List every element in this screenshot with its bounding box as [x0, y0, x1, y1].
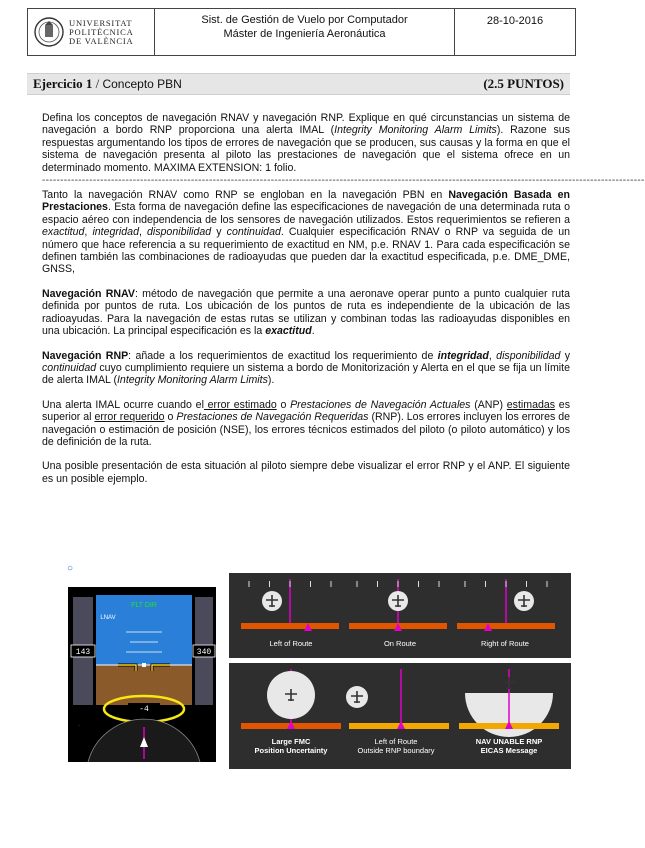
route-deviation-panel-bottom	[229, 663, 571, 769]
course-title	[155, 9, 455, 55]
caption-nav-unable-rnp: NAV UNABLE RNP EICAS Message	[475, 737, 543, 755]
answer-paragraph-rnav: Navegación RNAV: método de navegación que permite a una aeronave operar punto a punto cualquier ruta definida por puntos de ruta. Los ubicación de los puntos de ruta es independiente de la ubicación de las radioayudas. Para la navegación de estas rutas se utilizan y combinan todas las radioayudas disponibles en una ubicación. La principal especificación es la exactitud.	[42, 287, 570, 338]
answer-paragraph-rnp: Navegación RNP: añade a los requerimientos de exactitud los requerimiento de integridad, disponibilidad y continuidad cuyo cumplimiento requiere un sistema a bordo de Monitorización y Alerta en el que se fija un límite de alerta IMAL (Integrity Monitoring Alarm Limits).	[42, 349, 571, 387]
deviation-bar	[457, 623, 555, 629]
svg-text:·: ·	[78, 723, 80, 729]
pfd-lnav-label: LNAV	[100, 615, 116, 621]
answer-paragraph-display: Una posible presentación de esta situación al piloto siempre debe visualizar el error RNP y el ANP. El siguiente es un posible ejemplo.	[42, 460, 570, 485]
page-header	[27, 8, 576, 56]
nav-unable-airplane-icon	[503, 677, 515, 689]
exercise-title: Ejercicio 1 / Concepto PBN	[33, 76, 182, 91]
exam-date: 28-10-2016	[486, 15, 544, 27]
caption-on-route: On Route	[383, 639, 417, 648]
exercise-topic: Concepto PBN	[102, 77, 182, 91]
upv-seal-icon	[34, 15, 64, 49]
caption-large-fmc: Large FMC Position Uncertainty	[254, 737, 328, 755]
university-name: UNIVERSITAT POLITÈCNICA DE VALÈNCIA	[69, 17, 134, 46]
pfd-mode-label: FLT DIR	[131, 602, 157, 609]
primary-flight-display-image	[68, 587, 216, 762]
answer-paragraph-imal: Una alerta IMAL ocurre cuando el error estimado o Prestaciones de Navegación Actuales (ANP) estimadas es superior al error requerido o Prestaciones de Navegación Requeridas (RNP). Los errores incluyen los errores de navegación o estimación de posición (NSE), los errores técnicos estimados del piloto (o piloto automático) y los de definición de la ruta.	[42, 398, 571, 448]
caption-left-outside-rnp: Left of Route Outside RNP boundary	[357, 737, 435, 755]
pfd-speed-readout: 143	[75, 648, 91, 657]
question-paragraph: Defina los conceptos de navegación RNAV y navegación RNP. Explique en qué circunstancias un sistema de navegación a bordo RNP proporciona una alerta IMAL (Integrity Monitoring Alarm Limits). Razone sus respuestas argumentando los tipos de errores de navegación que se producen, sus causas y la forma en que el sistema de navegación presenta al piloto las prestaciones de navegación que el sistema ofrece en un determinado momento. MAXIMA EXTENSION: 1 folio.	[42, 112, 570, 174]
course-line-2: Máster de Ingeniería Aeronáutica	[223, 28, 386, 40]
caption-left-of-route: Left of Route	[269, 639, 313, 648]
caption-right-of-route: Right of Route	[481, 639, 529, 648]
pfd-center-readout: -4	[139, 705, 149, 714]
route-deviation-panel-top	[229, 573, 571, 658]
exercise-number: Ejercicio 1	[33, 76, 93, 91]
answer-paragraph-pbn: Tanto la navegación RNAV como RNP se engloban en la navegación PBN en Navegación Basada en Prestaciones. Esta forma de navegación define las especificaciones de navegación de una determinada ruta o espacio aéreo con independencia de los sensores de navegación utilizados. Estos requerimientos se refieren a exactitud, integridad, disponibilidad y continuidad. Cualquier especificación RNAV o RNP va seguida de un número que hace referencia a su requerimiento de exactitud en NM, p.e. RNAV 1. Para cada especificación se definen también las combinaciones de radioayudas que pueden dar la exactitud especificada, p.e. DME_DME, GNSS,	[42, 189, 571, 276]
course-line-1: Sist. de Gestión de Vuelo por Computador	[201, 14, 408, 26]
separator-line: ----------------------------------------------------------------------------------------------------------------------------------------------------------------------	[42, 175, 645, 187]
figure-area	[0, 560, 599, 780]
exercise-heading	[27, 73, 570, 95]
pfd-graphic	[68, 587, 216, 762]
exercise-points: (2.5 PUNTOS)	[483, 76, 564, 91]
university-logo	[28, 9, 155, 55]
figure-marker-icon: ○	[67, 563, 74, 574]
exercise-body	[42, 112, 645, 485]
pfd-alt-readout: 340	[196, 648, 212, 657]
deviation-bar	[241, 623, 339, 629]
